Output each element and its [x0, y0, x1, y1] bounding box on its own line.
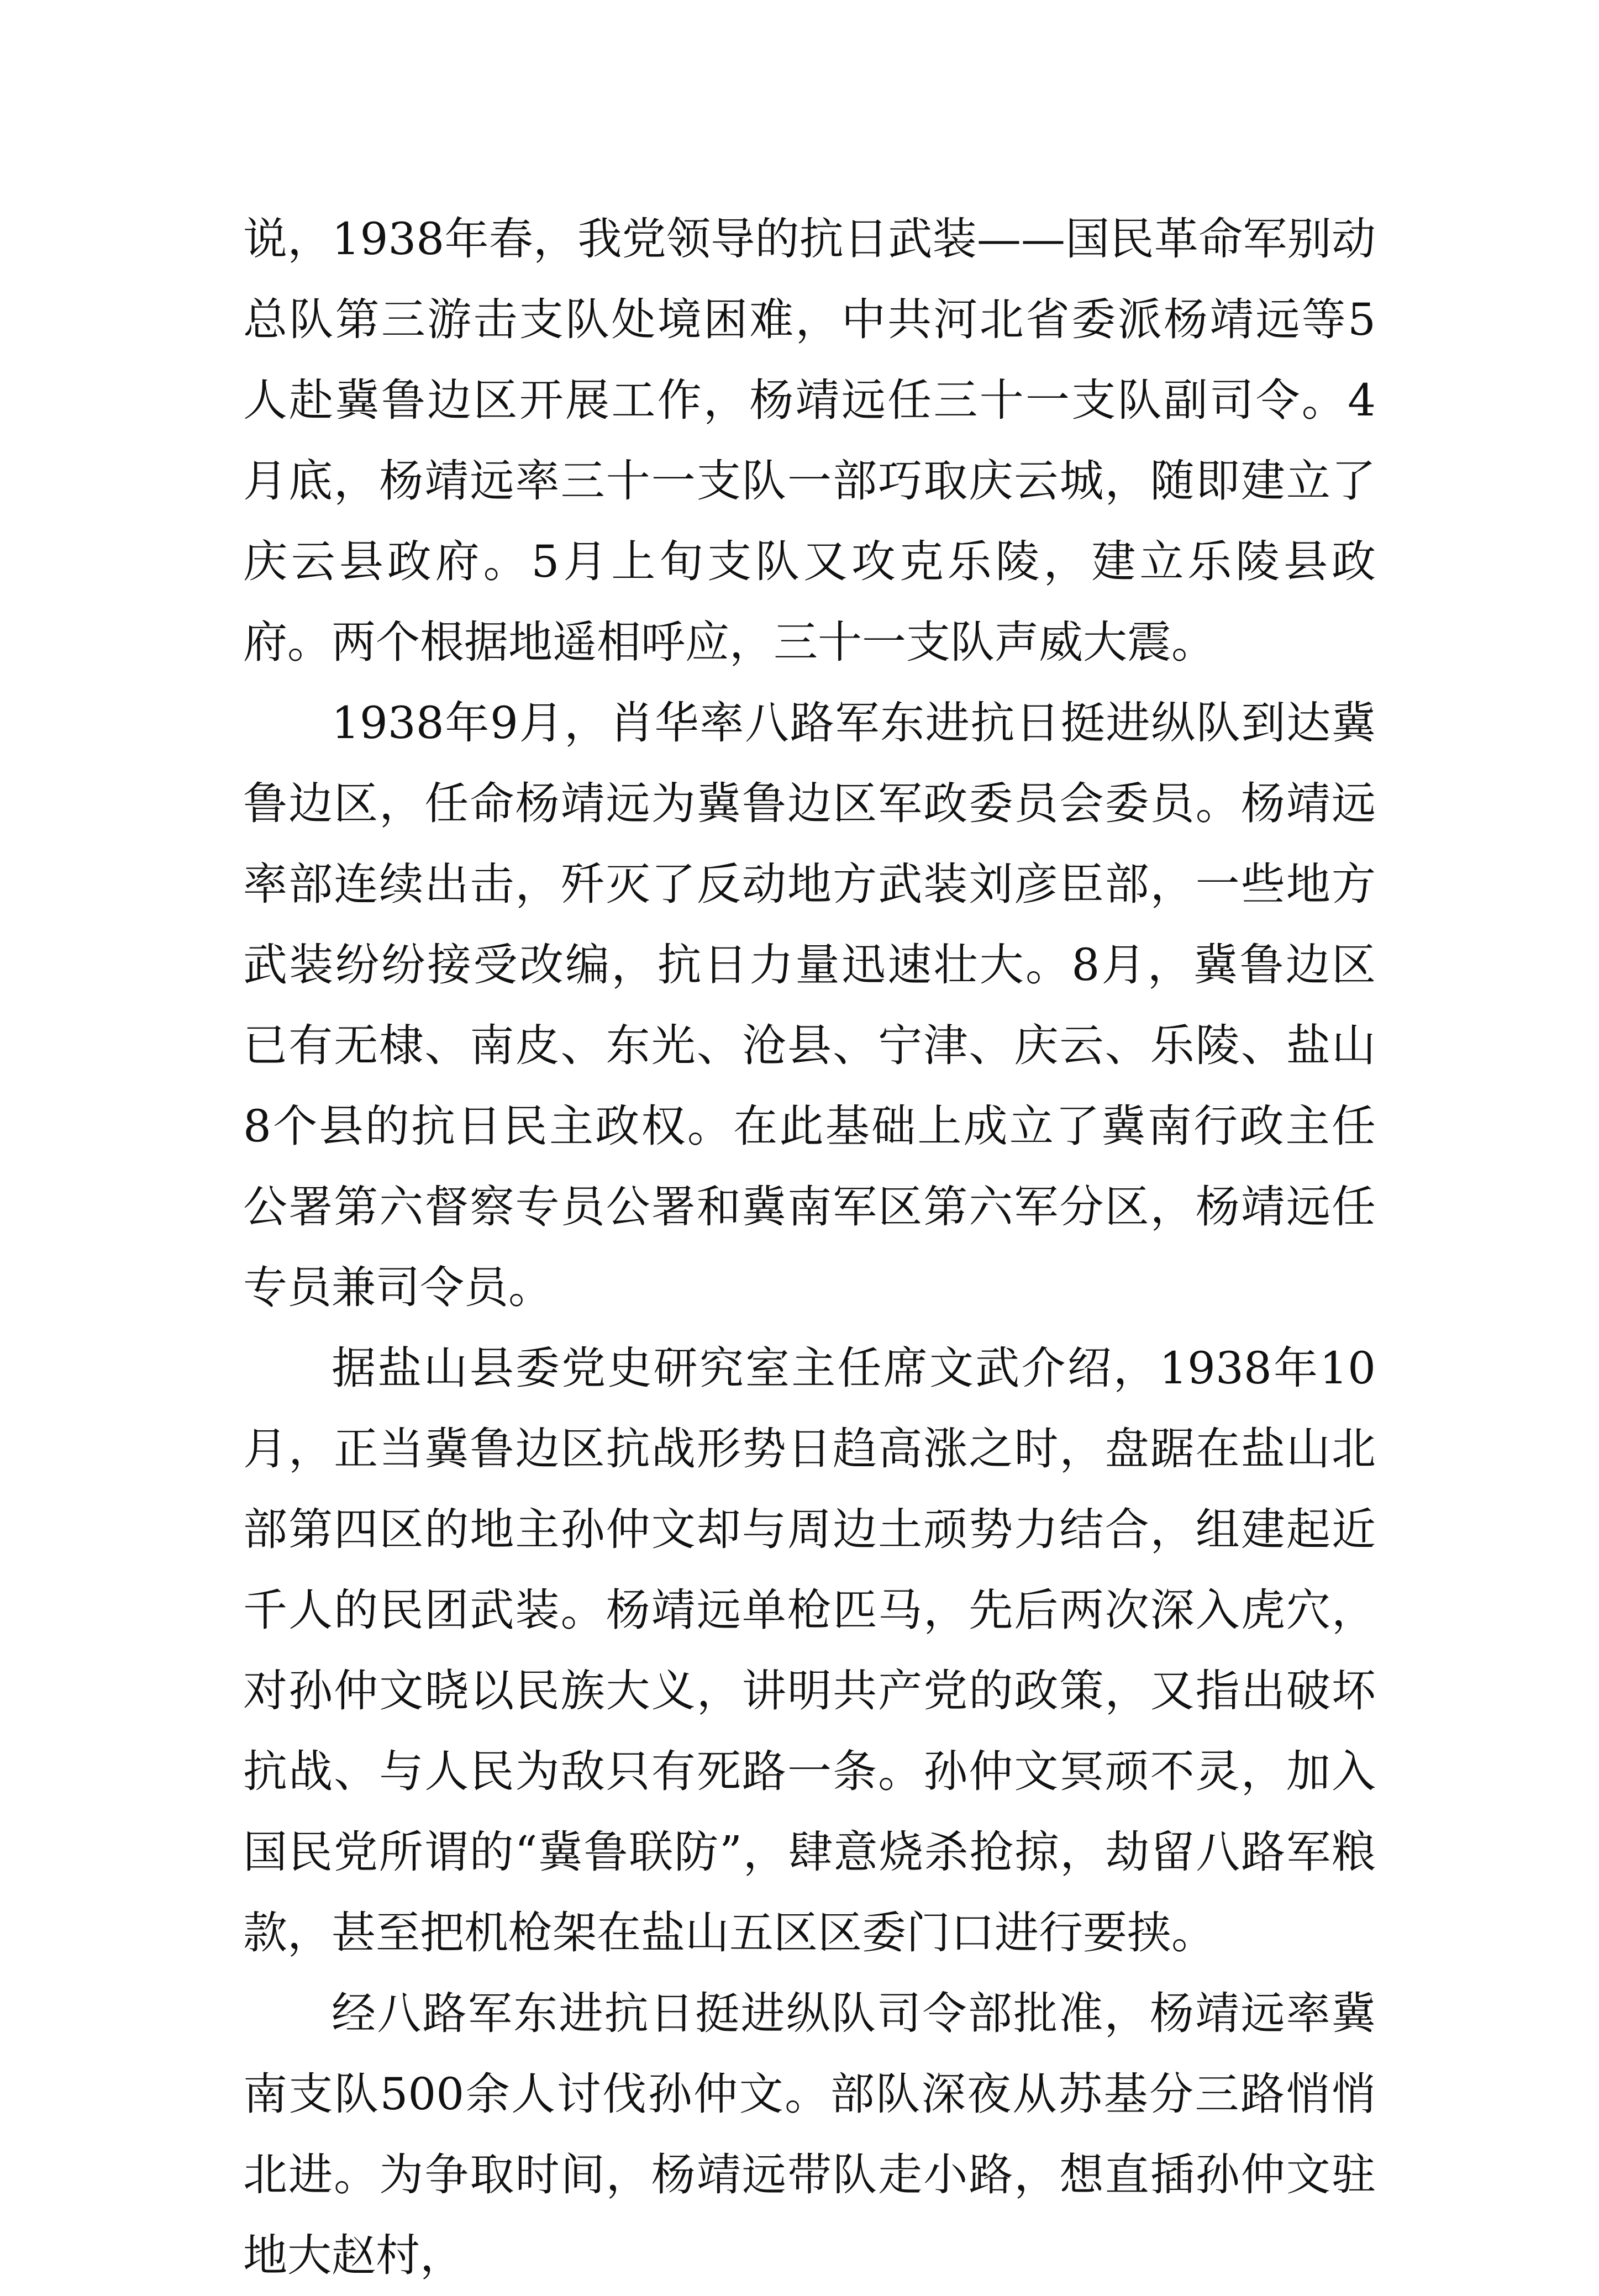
paragraph-4: 经八路军东进抗日挺进纵队司令部批准，杨靖远率冀南支队500余人讨伐孙仲文。部队深夜从苏基分三路悄悄北进。为争取时间，杨靖远带队走小路，想直插孙仲文驻地大赵村， [243, 1988, 1376, 2281]
paragraph-2: 1938年9月，肖华率八路军东进抗日挺进纵队到达冀鲁边区，任命杨靖远为冀鲁边区军政委员会委员。杨靖远率部连续出击，歼灭了反动地方武装刘彦臣部，一些地方武装纷纷接受改编，抗日力量迅速壮大。8月，冀鲁边区已有无棣、南皮、东光、沧县、宁津、庆云、乐陵、盐山8个县的抗日民主政权。在此基础上成立了冀南行政主任公署第六督察专员公署和冀南军区第六军分区，杨靖远任专员兼司令员。 [243, 697, 1376, 1313]
paragraph-3: 据盐山县委党史研究室主任席文武介绍，1938年10月，正当冀鲁边区抗战形势日趋高涨之时，盘踞在盐山北部第四区的地主孙仲文却与周边土顽势力结合，组建起近千人的民团武装。杨靖远单枪匹马，先后两次深入虎穴，对孙仲文晓以民族大义，讲明共产党的政策，又指出破坏抗战、与人民为敌只有死路一条。孙仲文冥顽不灵，加入国民党所谓的“冀鲁联防”，肆意烧杀抢掠，劫留八路军粮款，甚至把机枪架在盐山五区区委门口进行要挟。 [243, 1342, 1376, 1958]
article-body [243, 199, 1376, 2296]
paragraph-1: 说，1938年春，我党领导的抗日武装——国民革命军别动总队第三游击支队处境困难，中共河北省委派杨靖远等5人赴冀鲁边区开展工作，杨靖远任三十一支队副司令。4月底，杨靖远率三十一支队一部巧取庆云城，随即建立了庆云县政府。5月上旬支队又攻克乐陵，建立乐陵县政府。两个根据地遥相呼应，三十一支队声威大震。 [243, 213, 1376, 668]
